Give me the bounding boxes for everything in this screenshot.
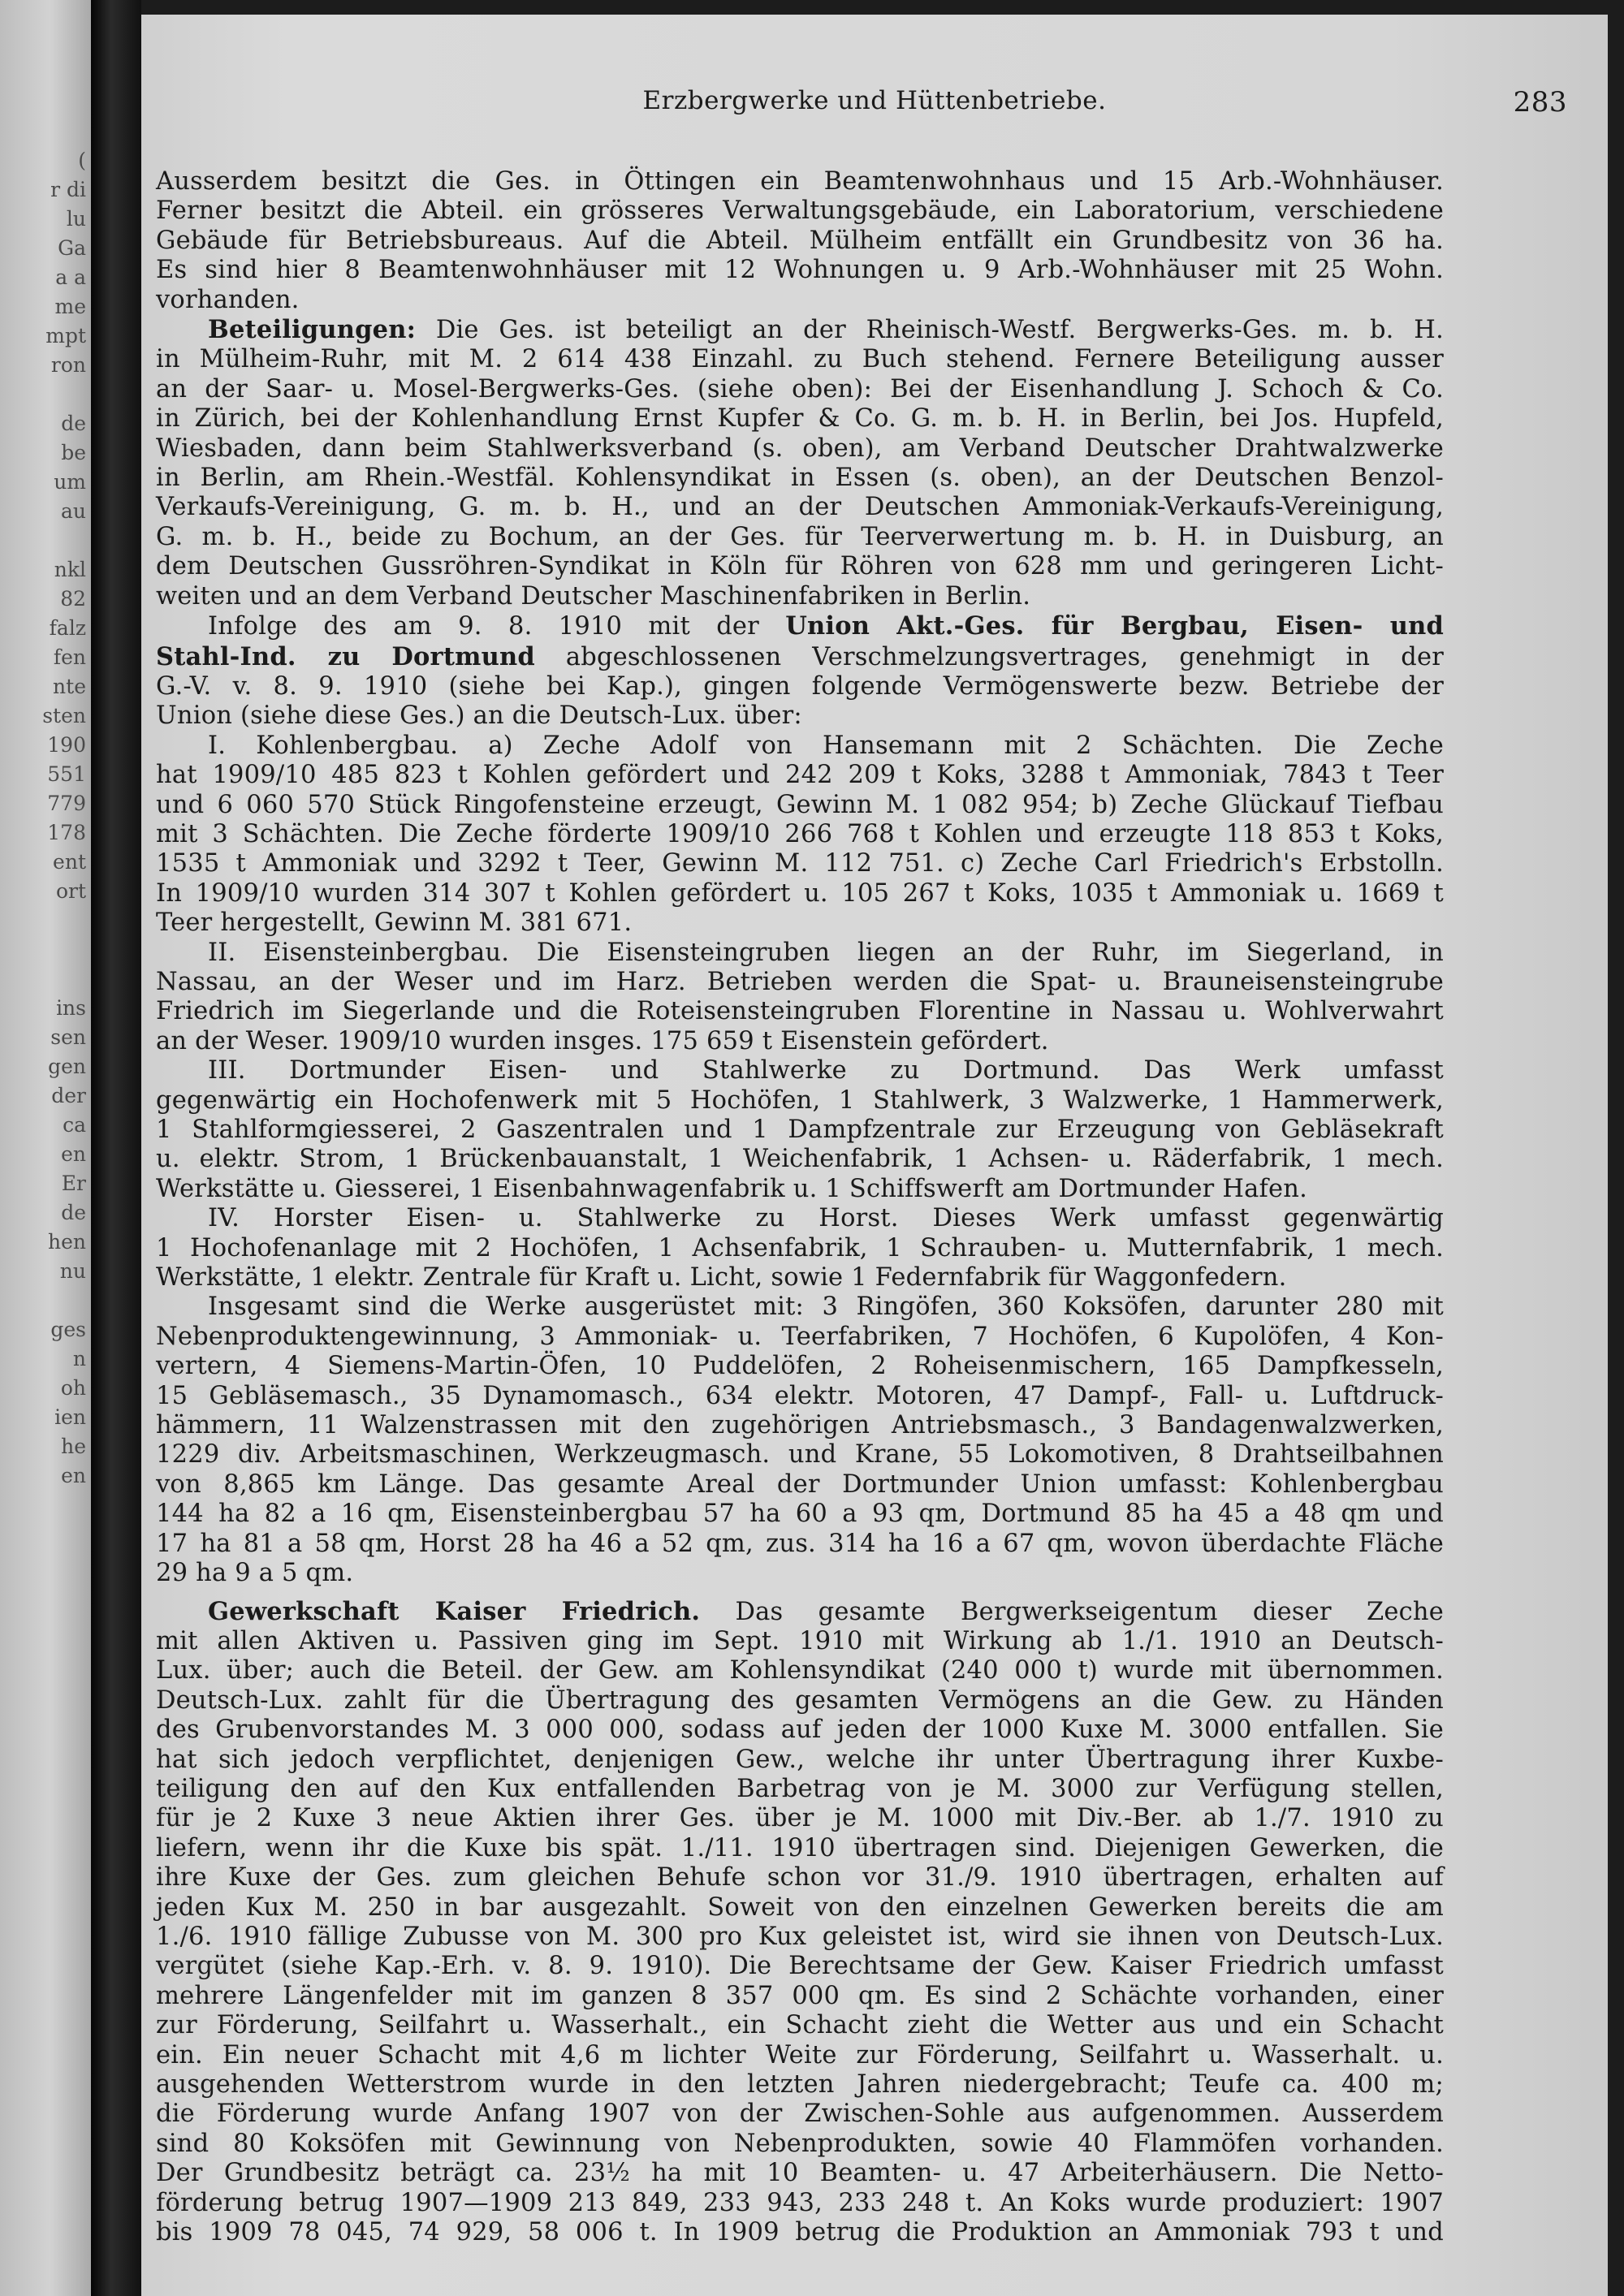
text-line: Werkstätte u. Giesserei, 1 Eisenbahnwagenfabrik u. 1 Schiffswerft am Dortmunder Hafen. [156,1174,1308,1203]
running-title: Erzbergwerke und Hüttenbetriebe. [642,86,1107,115]
left-page-fragment: ca [63,1113,86,1137]
text-line [156,1597,1444,1627]
text-line: 144 ha 82 a 16 qm, Eisensteinbergbau 57 ha 60 a 93 qm, Dortmund 85 ha 45 a 48 qm und [156,1500,1444,1529]
text-line: mit 3 Schächten. Die Zeche förderte 1909/10 266 768 t Kohlen und erzeugte 118 853 t Koks, [156,819,1444,848]
text-run: abgeschlossenen Verschmelzungsvertrages, genehmigt in der [565,642,1444,671]
text-line: Ausserdem besitzt die Ges. in Öttingen ein Beamtenwohnhaus und 15 Arb.-Wohnhäuser. [156,167,1444,196]
page-number: 283 [1513,86,1567,119]
left-page-fragment: der [51,1084,86,1107]
text-line: hämmern, 11 Walzenstrassen mit den zugehörigen Antriebsmasch., 3 Bandagenwalzwerken, [156,1411,1444,1440]
text-line: liefern, wenn ihr die Kuxe bis spät. 1./11. 1910 übertragen sind. Diejenigen Gewerken, die [156,1833,1444,1862]
text-line: sind 80 Koksöfen mit Gewinnung von Nebenprodukten, sowie 40 Flammöfen vorhanden. [156,2129,1444,2158]
text-line: förderung betrug 1907—1909 213 849, 233 943, 233 248 t. An Koks wurde produziert: 1907 [156,2188,1444,2217]
text-line: in Mülheim-Ruhr, mit M. 2 614 438 Einzahl. zu Buch stehend. Fernere Beteiligung ausser [156,345,1444,374]
company-name: Union Akt.-Ges. für Bergbau, Eisen- und [785,611,1444,641]
text-line: hat sich jedoch verpflichtet, denjenigen Gew., welche ihr unter Übertragung ihrer Kuxbe- [156,1745,1444,1774]
left-page-fragment: 82 [60,587,86,611]
text-line: zur Förderung, Seilfahrt u. Wasserhalt., ein Schacht zieht die Wetter aus und ein Schacht [156,2011,1444,2040]
text-run: Die Ges. ist beteiligt an der Rheinisch-Westf. Bergwerks-Ges. m. b. H. [435,316,1444,345]
text-line: 1./6. 1910 fällige Zubusse von M. 300 pro Kux geleistet ist, wird sie ihnen von Deutsch-Lux. [156,1922,1444,1951]
left-page-fragment: de [61,1201,86,1224]
left-page-fragment: um [54,470,86,494]
left-page-fragment: 178 [47,821,86,844]
text-line: ein. Ein neuer Schacht mit 4,6 m lichter Weite zur Förderung, Seilfahrt u. Wasserhalt. u. [156,2040,1444,2069]
text-line: Nassau, an der Weser und im Harz. Betrieben werden die Spat- u. Brauneisensteingrube [156,967,1444,996]
left-page-fragment [5,1286,86,1315]
text-line: ausgehenden Wetterstrom wurde in den letzten Jahren niedergebracht; Teufe ca. 400 m; [156,2070,1444,2099]
left-page-fragment: ien [54,1405,86,1429]
left-page-fragment: au [60,499,86,523]
text-line: mit allen Aktiven u. Passiven ging im Sept. 1910 mit Wirkung ab 1./1. 1910 an Deutsch- [156,1626,1444,1655]
text-line: von 8,865 km Länge. Das gesamte Areal der Dortmunder Union umfasst: Kohlenbergbau [156,1470,1444,1499]
text-run: Das gesamte Bergwerkseigentum dieser Zeche [735,1597,1445,1626]
left-page-edge [0,0,91,2296]
text-line [156,315,1444,345]
left-page-fragment: 779 [47,792,86,815]
text-line: vertern, 4 Siemens-Martin-Öfen, 10 Puddelöfen, 2 Roheisenmischern, 165 Dampfkesseln, [156,1352,1444,1381]
left-page-fragment [5,380,86,409]
text-line: die Förderung wurde Anfang 1907 von der Zwischen-Sohle aus aufgenommen. Ausserdem [156,2100,1444,2129]
left-page-fragment: sten [42,704,86,727]
text-line: II. Eisensteinbergbau. Die Eisensteingruben liegen an der Ruhr, im Siegerland, in [208,938,1444,967]
text-line: an der Weser. 1909/10 wurden insges. 175 659 t Eisenstein gefördert. [156,1026,1049,1055]
text-line: Ferner besitzt die Abteil. ein grösseres Verwaltungsgebäude, ein Laboratorium, verschiedene [156,196,1444,226]
text-line [156,611,1444,641]
left-page-fragment: ges [50,1318,86,1341]
text-line: dem Deutschen Gussröhren-Syndikat in Köln für Röhren von 628 mm und geringeren Licht- [156,552,1444,581]
company-name: Stahl-Ind. zu Dortmund [156,641,535,671]
text-line: bis 1909 78 045, 74 929, 58 006 t. In 1909 betrug die Produktion an Ammoniak 793 t und [156,2218,1444,2247]
text-line: 1229 div. Arbeitsmaschinen, Werkzeugmasch. und Krane, 55 Lokomotiven, 8 Drahtseilbahnen [156,1440,1444,1470]
text-line: In 1909/10 wurden 314 307 t Kohlen gefördert u. 105 267 t Koks, 1035 t Ammoniak u. 1669 t [156,878,1444,908]
text-line: Deutsch-Lux. zahlt für die Übertragung des gesamten Vermögens an die Gew. zu Händen [156,1685,1444,1715]
text-line: 1 Stahlformgiesserei, 2 Gaszentralen und 1 Dampfzentrale zur Erzeugung von Gebläsekraft [156,1116,1444,1144]
text-line: jeden Kux M. 250 in bar ausgezahlt. Soweit von den einzelnen Gewerken bereits die am [156,1892,1444,1922]
text-line: teiligung den auf den Kux entfallenden Barbetrag von je M. 3000 zur Verfügung stellen, [156,1774,1444,1803]
left-page-fragment [5,906,86,935]
text-line: gegenwärtig ein Hochofenwerk mit 5 Hochöfen, 1 Stahlwerk, 3 Walzwerke, 1 Hammerwerk, [156,1085,1444,1115]
left-page-fragment: en [61,1142,86,1166]
text-line: III. Dortmunder Eisen- und Stahlwerke zu Dortmund. Das Werk umfasst [208,1056,1444,1085]
left-page-fragments [5,146,86,1491]
section-heading: Gewerkschaft Kaiser Friedrich. [208,1596,701,1626]
text-line: vergütet (siehe Kap.-Erh. v. 8. 9. 1910). Die Berechtsame der Gew. Kaiser Friedrich umfasst [156,1952,1444,1981]
text-line: für je 2 Kuxe 3 neue Aktien ihrer Ges. über je M. 1000 mit Div.-Ber. ab 1./7. 1910 zu [156,1804,1444,1833]
left-page-fragment: ort [55,879,86,903]
left-page-fragment: r di [50,178,86,201]
left-page-fragment [5,935,86,965]
text-line: ihre Kuxe der Ges. zum gleichen Behufe schon vor 31./9. 1910 übertragen, erhalten auf [156,1863,1444,1892]
left-page-fragment: Er [61,1172,86,1195]
left-page-fragment: he [61,1435,86,1458]
text-line: mehrere Längenfelder mit im ganzen 8 357 000 qm. Es sind 2 Schächte vorhanden, einer [156,1981,1444,2010]
left-page-fragment: sen [50,1025,86,1049]
text-line: I. Kohlenbergbau. a) Zeche Adolf von Hansemann mit 2 Schächten. Die Zeche [208,731,1444,760]
text-line: u. elektr. Strom, 1 Brückenbauanstalt, 1 Weichenfabrik, 1 Achsen- u. Räderfabrik, 1 mech. [156,1145,1444,1174]
text-line: G.-V. v. 8. 9. 1910 (siehe bei Kap.), gingen folgende Vermögenswerte bezw. Betriebe der [156,671,1444,701]
text-line: Werkstätte, 1 elektr. Zentrale für Kraft u. Licht, sowie 1 Federnfabrik für Waggonfedern. [156,1263,1287,1293]
left-page-fragment: nu [59,1259,86,1283]
left-page-fragment: gen [48,1055,86,1078]
left-page-fragment: ent [53,850,86,874]
text-line: Insgesamt sind die Werke ausgerüstet mit: 3 Ringöfen, 360 Koksöfen, darunter 280 mit [208,1293,1444,1322]
left-page-fragment: n [72,1347,86,1370]
left-page-fragment: ( [78,149,86,172]
left-page-fragment: ins [56,996,86,1020]
book-page [141,15,1608,2296]
book-gutter [91,0,141,2296]
left-page-fragment: falz [49,616,86,640]
left-page-fragment: hen [48,1230,86,1254]
text-line: hat 1909/10 485 823 t Kohlen gefördert und 242 209 t Koks, 3288 t Ammoniak, 7843 t Teer [156,761,1444,790]
left-page-fragment: de [61,412,86,435]
text-line: Lux. über; auch die Beteil. der Gew. am Kohlensyndikat (240 000 t) wurde mit übernommen. [156,1656,1444,1685]
text-line: in Zürich, bei der Kohlenhandlung Ernst Kupfer & Co. G. m. b. H. in Berlin, bei Jos. Hupfeld, [156,404,1444,434]
left-page-fragment: 190 [47,733,86,757]
left-page-fragment: en [61,1464,86,1487]
text-line: 15 Gebläsemasch., 35 Dynamomasch., 634 elektr. Motoren, 47 Dampf-, Fall- u. Luftdruck- [156,1381,1444,1410]
section-heading: Beteiligungen: [208,315,417,345]
left-page-fragment: lu [66,207,86,231]
text-line: 1535 t Ammoniak und 3292 t Teer, Gewinn M. 112 751. c) Zeche Carl Friedrich's Erbstolln. [156,849,1444,878]
text-line: Es sind hier 8 Beamtenwohnhäuser mit 12 Wohnungen u. 9 Arb.-Wohnhäuser mit 25 Wohn. [156,256,1444,285]
text-line: Union (siehe diese Ges.) an die Deutsch-Lux. über: [156,701,802,731]
left-page-fragment [5,526,86,555]
text-line: weiten und an dem Verband Deutscher Maschinenfabriken in Berlin. [156,581,1031,611]
text-line: Nebenproduktengewinnung, 3 Ammoniak- u. Teerfabriken, 7 Hochöfen, 6 Kupolöfen, 4 Kon- [156,1322,1444,1351]
text-line: 17 ha 81 a 58 qm, Horst 28 ha 46 a 52 qm, zus. 314 ha 16 a 67 qm, wovon überdachte Fläche [156,1529,1444,1558]
page-header [141,86,1608,127]
text-line: und 6 060 570 Stück Ringofensteine erzeugt, Gewinn M. 1 082 954; b) Zeche Glückauf Tiefbau [156,790,1444,819]
text-line: Wiesbaden, dann beim Stahlwerksverband (s. oben), am Verband Deutscher Drahtwalzwerke [156,434,1444,463]
text-run: Infolge des am 9. 8. 1910 mit der [208,612,759,641]
left-page-fragment: nte [53,675,86,698]
left-page-fragment: me [54,295,86,318]
body-text [156,167,1444,2247]
text-line: 1 Hochofenanlage mit 2 Hochöfen, 1 Achsenfabrik, 1 Schrauben- u. Mutternfabrik, 1 mech. [156,1233,1444,1262]
left-page-fragment [5,965,86,994]
left-page-fragment: fen [53,645,86,669]
text-line: Gebäude für Betriebsbureaus. Auf die Abteil. Mülheim entfällt ein Grundbesitz von 36 ha. [156,226,1444,255]
left-page-fragment: ron [50,353,86,377]
left-page-fragment: be [61,441,86,464]
text-line: Teer hergestellt, Gewinn M. 381 671. [156,908,633,938]
left-page-fragment: nkl [54,558,86,581]
text-line: des Grubenvorstandes M. 3 000 000, sodass auf jeden der 1000 Kuxe M. 3000 entfallen. Sie [156,1716,1444,1745]
text-line: an der Saar- u. Mosel-Bergwerks-Ges. (siehe oben): Bei der Eisenhandlung J. Schoch & Co. [156,374,1444,404]
text-line [156,642,1444,672]
left-page-fragment: 551 [47,762,86,786]
left-page-fragment: a a [55,265,86,289]
text-line: vorhanden. [156,285,300,314]
text-line: Der Grundbesitz beträgt ca. 23½ ha mit 10 Beamten- u. 47 Arbeiterhäusern. Die Netto- [156,2159,1444,2188]
left-page-fragment: Ga [58,236,86,260]
text-line: Friedrich im Siegerlande und die Roteisensteingruben Florentine in Nassau u. Wohlverwahrt [156,997,1444,1026]
text-line: Verkaufs-Vereinigung, G. m. b. H., und an der Deutschen Ammoniak-Verkaufs-Vereinigung, [156,493,1444,522]
text-line: 29 ha 9 a 5 qm. [156,1559,354,1588]
left-page-fragment: oh [60,1376,86,1400]
text-line: in Berlin, am Rhein.-Westfäl. Kohlensyndikat in Essen (s. oben), an der Deutschen Benzol- [156,464,1444,493]
left-page-fragment: mpt [45,324,86,347]
text-line: G. m. b. H., beide zu Bochum, an der Ges. für Teerverwertung m. b. H. in Duisburg, an [156,522,1444,551]
text-line: IV. Horster Eisen- u. Stahlwerke zu Horst. Dieses Werk umfasst gegenwärtig [208,1204,1444,1233]
